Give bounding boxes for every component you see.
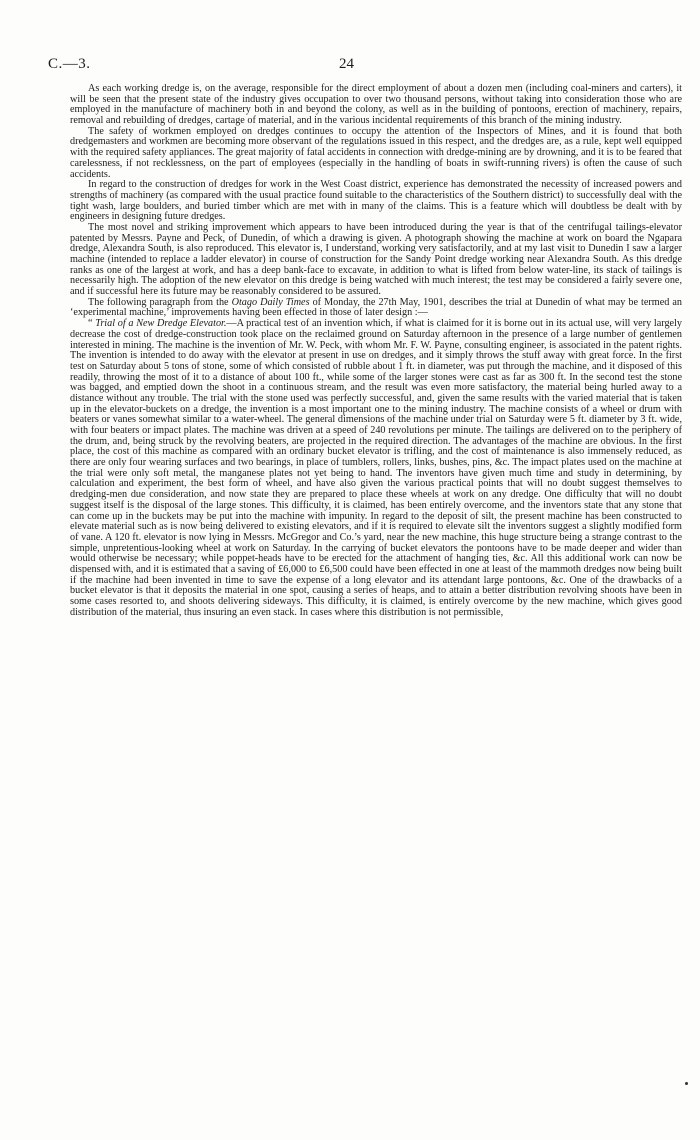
text-run: of Monday, the 27th May, 1901, describes the trial at Dunedin of what may be termed an ‘experimental machine,’ improvements having been effected in those of later design :— <box>70 296 682 319</box>
text-run: “ <box>88 318 96 330</box>
text-run: The following paragraph from the <box>88 296 232 308</box>
body-text <box>70 84 682 618</box>
newspaper-title: Otago Daily Times <box>231 296 310 308</box>
paragraph-tailings-elevator: The most novel and striking improvement which appears to have been introduced during the year is that of the centrifugal tailings-elevator patented by Messrs. Payne and Peck, of Dunedin, of which a drawing is given. A photograph showing the machine at work on board the Ngapara dredge, Alexandra South, is also reproduced. This elevator is, I understand, working very satisfactorily, and at my last visit to Dunedin I saw a larger machine (intended to replace a ladder elevator) in course of construction for the Sandy Point dredge working near Alexandra South. As this dredge ranks as one of the largest at work, and has a deep bank-face to excavate, in addition to what is lifted from below water-line, its stack of tailings is necessarily high. The adoption of the new elevator on this dredge is being watched with much interest; the test may be considered a fairly severe one, and if successful here its future may be reasonably considered to be assured. <box>70 221 682 298</box>
section-reference: C.—3. <box>48 56 91 72</box>
paragraph-west-coast: In regard to the construction of dredges for work in the West Coast district, experience has demonstrated the necessity of increased powers and strengths of machinery (as compared with the usual practice found suitable to the characteristics of the Southern district) to successfully deal with the tight wash, large boulders, and buried timber which are met with in many of the claims. This is a feature which will doubtless be dealt with by engineers in designing future dredges. <box>70 179 682 223</box>
quote-heading: Trial of a New Dredge Elevator. <box>95 318 227 330</box>
margin-mark <box>685 1082 688 1085</box>
paragraph-dredge-employment: As each working dredge is, on the average, responsible for the direct employment of about a dozen men (including coal-miners and carters), it will be seen that the present state of the industry gives occupation to over two thousand persons, without taking into consideration those who are employed in the manufacture of machinery both in and beyond the colony, as well as in the building of pontoons, erection of machinery, repairs, removal and rebuilding of dredges, cartage of material, and in the various incidental requirements of this branch of the mining industry. <box>70 83 682 127</box>
paragraph-newspaper-intro <box>70 298 682 319</box>
paragraph-safety: The safety of workmen employed on dredges continues to occupy the attention of the Inspectors of Mines, and it is found that both dredgemasters and workmen are becoming more observant of the regulations issued in this respect, and the dredges are, as a rule, kept well equipped with the required safety appliances. The great majority of fatal accidents in connection with dredge-mining are by drowning, and it is to be feared that carelessness, if not recklessness, on the part of employees (especially in the handling of boats in swift-running rivers) is often the cause of such accidents. <box>70 125 682 180</box>
text-run: —A practical test of an invention which, if what is claimed for it is borne out in its actual use, will very largely decrease the cost of dredge-construction took place on the reclaimed ground on Saturday afternoon in the presence of a large number of gentlemen interested in mining. The machine is the invention of Mr. W. Peck, with whom Mr. F. W. Payne, consulting engineer, is associated in the patent rights. The invention is intended to do away with the elevator at present in use on dredges, and it simply throws the stuff away with great force. In the first test on Saturday about 5 tons of stone, some of which consisted of rubble about 1 ft. in diameter, was put through the machine, and it disposed of this readily, throwing the most of it to a distance of about 100 ft., while some of the larger stones were cast as far as 300 ft. In the second test the stone was bagged, and emptied down the shoot in a continuous stream, and the result was even more satisfactory, the material being hurled away to a distance without any trouble. The trial with the stone used was perfectly successful, and, given the same results with the varied material that is taken up in the elevator-buckets on a dredge, the invention is a most important one to the mining industry. The machine consists of a wheel or drum with beaters or vanes somewhat similar to a water-wheel. The general dimensions of the machine under trial on Saturday were 5 ft. diameter by 3 ft. wide, with four beaters or impact plates. The machine was driven at a speed of 240 revolutions per minute. The tailings are delivered on to the periphery of the drum, and, being struck by the revolving beaters, are projected in the required direction. The advantages of the machine are obvious. In the first place, the cost of this machine as compared with an ordinary bucket elevator is trifling, and the cost of maintenance is also immensely reduced, as there are only four wearing surfaces and two bearings, in place of tumblers, rollers, links, bushes, pins, &c. The impact plates used on the machine at the trial were only soft metal, the manganese plates not yet being to hand. The inventors have given much time and study in determining, by calculation and experiment, the best form of wheel, and have also given the various practical points that will no doubt suggest themselves to dredging-men due consideration, and now state they are prepared to place these wheels at work on any dredge. One difficulty that will no doubt suggest itself is the disposal of the large stones. This difficulty, it is claimed, has been entirely overcome, and the inventors state that any stone that can come up in the buckets may be put into the machine with impunity. In regard to the deposit of silt, the present machine has been constructed to elevate material such as is now being delivered to existing elevators, and if it is required to elevate silt the inventors suggest a slightly modified form of vane. A 120 ft. elevator is now lying in Messrs. McGregor and Co.’s yard, near the new machine, this huge structure being a strange contrast to the simple, unpretentious-looking wheel at work on Saturday. In the carrying of bucket elevators the pontoons have to be made deeper and wider than would otherwise be necessary; while poppet-heads have to be erected for the attachment of hanging ties, &c. All this additional work can now be dispensed with, and it is estimated that a saving of £6,000 to £6,500 could have been effected in one at least of the mammoth dredges now being built if the machine had been invented in time to save the expense of a long elevator and its attendant large pontoons, &c. One of the drawbacks of a bucket elevator is that it deposits the material in one spot, causing a series of heaps, and to attain a better distribution revolving shoots have been in some cases resorted to, and shoots delivering sideways. This difficulty, it is claimed, is entirely overcome by the new machine, which gives good distribution of the material, thus insuring an even stack. In cases where this distribution is not permissible, <box>70 318 682 618</box>
page-number: 24 <box>339 56 354 72</box>
paragraph-quoted-trial <box>70 319 682 618</box>
